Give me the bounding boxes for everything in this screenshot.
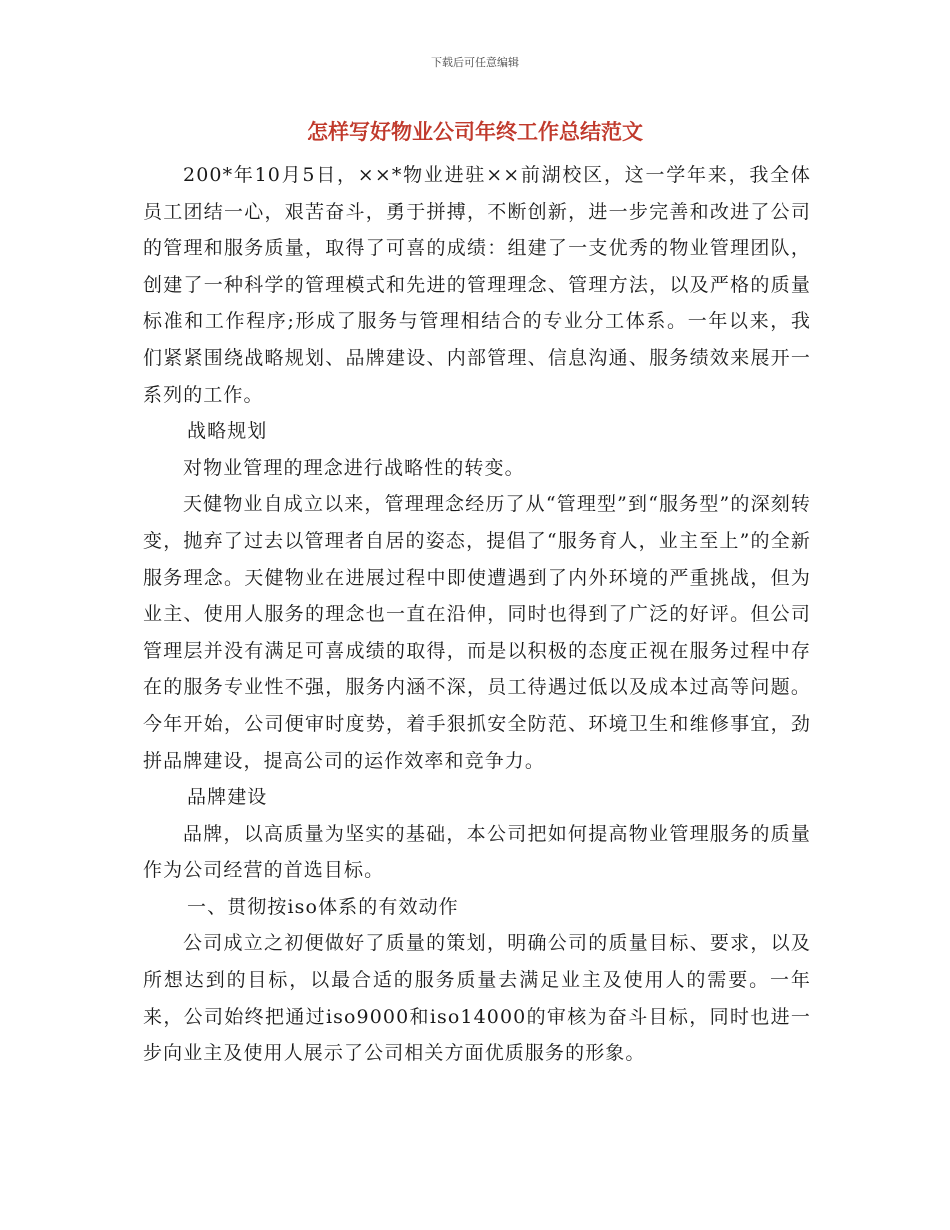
paragraph-intro: 200*年10月5日，××*物业进驻××前湖校区，这一学年来，我全体员工团结一心，艰苦奋斗，勇于拼搏，不断创新，进一步完善和改进了公司的管理和服务质量，取得了可喜的成绩：组建了一支优秀的物业管理团队，创建了一种科学的管理模式和先进的管理理念、管理方法，以及严格的质量标准和工作程序;形成了服务与管理相结合的专业分工体系。一年以来，我们紧紧围绕战略规划、品牌建设、内部管理、信息沟通、服务绩效来展开一系列的工作。 bbox=[143, 164, 811, 406]
paragraph-strategy-summary: 对物业管理的理念进行战略性的转变。 bbox=[183, 456, 525, 479]
paragraph-strategy-detail: 天健物业自成立以来，管理理念经历了从“管理型”到“服务型”的深刻转变，抛弃了过去以管理者自居的姿态，提倡了“服务育人，业主至上”的全新服务理念。天健物业在进展过程中即使遭遇到了内外环境的严重挑战，但为业主、使用人服务的理念也一直在沿伸，同时也得到了广泛的好评。但公司管理层并没有满足可喜成绩的取得，而是以积极的态度正视在服务过程中存在的服务专业性不强，服务内涵不深，员工待遇过低以及成本过高等问题。今年开始，公司便审时度势，着手狠抓安全防范、环境卫生和维修事宜，劲拼品牌建设，提高公司的运作效率和竞争力。 bbox=[143, 493, 811, 772]
section-heading-brand: 品牌建设 bbox=[187, 786, 268, 809]
paragraph-iso: 公司成立之初便做好了质量的策划，明确公司的质量目标、要求，以及所想达到的目标，以最合适的服务质量去满足业主及使用人的需要。一年来，公司始终把通过iso9000和iso14000的审核为奋斗目标，同时也进一步向业主及使用人展示了公司相关方面优质服务的形象。 bbox=[143, 932, 811, 1065]
section-heading-strategy: 战略规划 bbox=[187, 420, 268, 443]
paragraph-brand: 品牌，以高质量为坚实的基础，本公司把如何提高物业管理服务的质量作为公司经营的首选目标。 bbox=[143, 822, 811, 882]
document-title: 怎样写好物业公司年终工作总结范文 bbox=[307, 120, 643, 144]
document-body bbox=[143, 157, 811, 1072]
section-heading-iso: 一、贯彻按iso体系的有效动作 bbox=[187, 895, 459, 918]
page-header-note: 下载后可任意编辑 bbox=[431, 56, 519, 69]
